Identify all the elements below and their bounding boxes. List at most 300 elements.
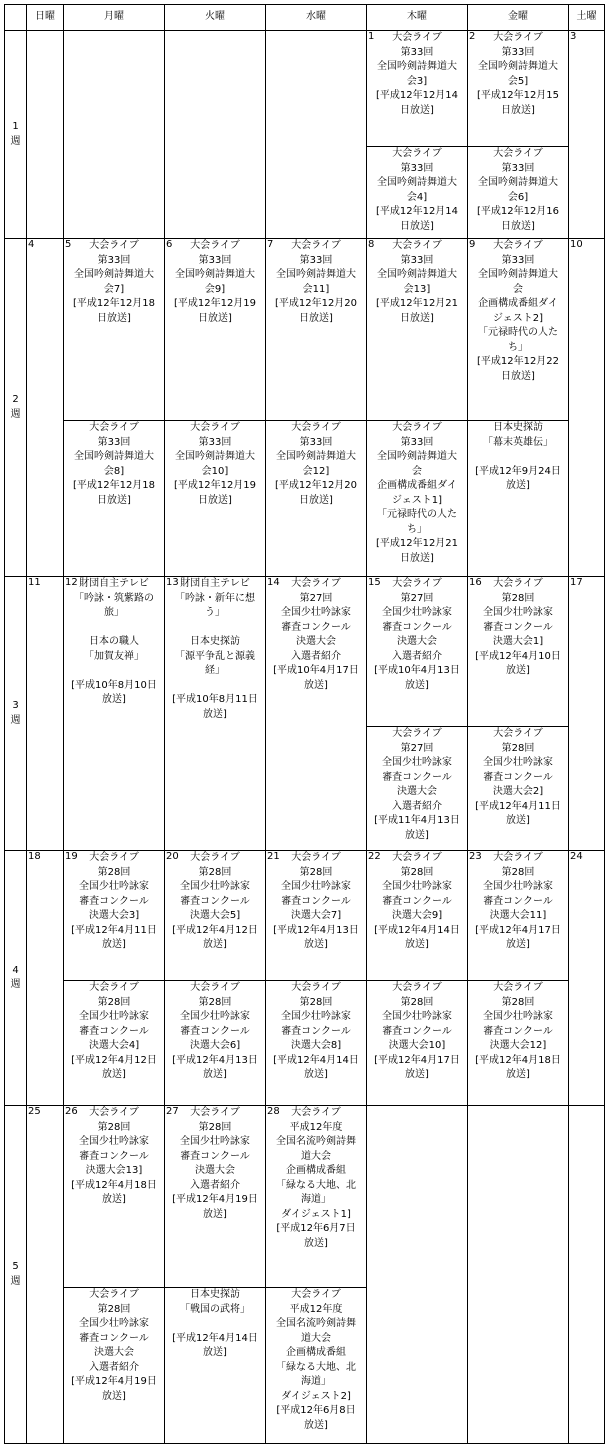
day-number: 3 — [570, 31, 577, 42]
week-label-text: 週 — [10, 979, 21, 990]
program-line: 放送] — [506, 1069, 530, 1080]
program-line: [平成12年12月20 — [274, 298, 358, 309]
week-label-text: 週 — [10, 135, 21, 147]
program-line: 全国吟剣詩舞道大 — [377, 61, 457, 72]
day-number-wrap — [27, 851, 41, 863]
day-cell — [27, 31, 64, 239]
program-line: 「元禄時代の人た — [478, 327, 558, 338]
program-cell — [64, 577, 165, 851]
program-line: 第33回 — [299, 436, 333, 448]
program-line: ち」 — [508, 341, 528, 353]
program-cell — [468, 421, 569, 577]
program-cell — [165, 1106, 266, 1288]
program-line: 審査コンクール — [483, 771, 553, 783]
program-line: 日放送] — [97, 312, 131, 324]
program-line: 第28回 — [501, 866, 535, 878]
schedule-body — [5, 31, 605, 1444]
program-line: 全国少壮吟詠家 — [79, 881, 149, 892]
program-line: 会7] — [103, 283, 125, 295]
program-line: 大会ライブ — [89, 982, 139, 993]
program-line: 日本史探訪 — [190, 636, 240, 647]
program-line: 旅」 — [104, 607, 124, 618]
week-label-text: 週 — [10, 714, 21, 726]
day-number: 23 — [469, 851, 482, 862]
program-line: [平成12年4月10日 — [475, 650, 561, 662]
program-cell — [266, 239, 367, 421]
program-line: ち」 — [407, 523, 427, 535]
program-line: 大会ライブ — [291, 982, 341, 993]
program-line: 「吟詠・筑紫路の — [74, 592, 154, 604]
program-line: 第28回 — [299, 996, 333, 1008]
week-label-text: 5 — [12, 1261, 19, 1272]
program-line: 放送] — [304, 1237, 328, 1249]
program-cell — [468, 239, 569, 421]
program-line: 全国吟剣詩舞道大 — [276, 451, 356, 462]
program-line: 第33回 — [198, 254, 232, 266]
program-line: 第33回 — [400, 162, 434, 174]
day-number: 21 — [267, 851, 280, 862]
program-line: ジェスト1] — [391, 494, 443, 506]
program-line: 全国吟剣詩舞道大 — [377, 451, 457, 462]
broadcast-schedule-table — [4, 4, 605, 1444]
day-number-wrap — [468, 239, 475, 254]
day-number: 4 — [28, 239, 35, 250]
program-line: 放送] — [102, 939, 126, 950]
program-line: 「吟詠・新年に想 — [175, 592, 255, 604]
program-line: 大会ライブ — [392, 852, 442, 863]
day-number: 26 — [65, 1106, 78, 1117]
program-line: 放送] — [102, 1069, 126, 1080]
header-friday: 金曜 — [468, 5, 569, 31]
program-line: ダイジェスト2] — [281, 1390, 351, 1402]
program-line: 審査コンクール — [483, 621, 553, 633]
program-line: 日放送] — [400, 220, 434, 232]
program-line: 会 — [513, 283, 523, 295]
header-thursday: 木曜 — [367, 5, 468, 31]
program-line: 全国吟剣詩舞道大 — [377, 177, 457, 188]
program-line: 第27回 — [400, 742, 434, 754]
program-line: 決選大会 — [94, 1347, 134, 1358]
program-line — [468, 450, 568, 465]
program-line: 財団自主テレビ — [79, 578, 149, 589]
program-line: 企画構成番組 — [286, 1165, 346, 1176]
day-number: 12 — [65, 577, 78, 588]
program-line: 第33回 — [97, 254, 131, 266]
program-line: 日放送] — [501, 370, 535, 382]
day-number: 17 — [570, 577, 583, 588]
program-line: 大会ライブ — [89, 852, 139, 863]
program-cell — [367, 981, 468, 1106]
program-line: [平成12年4月12日 — [172, 924, 258, 936]
week-label — [5, 851, 27, 1106]
program-line: 第27回 — [299, 592, 333, 604]
program-line: 入選者紹介 — [291, 650, 341, 662]
program-line: 「幕末英雄伝」 — [483, 436, 553, 448]
day-number: 15 — [368, 577, 381, 588]
day-number: 28 — [267, 1106, 280, 1117]
program-cell — [64, 851, 165, 981]
day-number: 22 — [368, 851, 381, 862]
program-line: 大会ライブ — [493, 240, 543, 251]
program-line: [平成10年4月17日 — [273, 665, 359, 676]
day-number-wrap — [569, 31, 576, 43]
program-line: 「戦国の武将」 — [180, 1303, 250, 1315]
program-line: 全国少壮吟詠家 — [281, 607, 351, 618]
day-number-wrap — [165, 1106, 179, 1121]
week-label-text: 週 — [10, 1275, 21, 1287]
program-line: 放送] — [102, 1194, 126, 1205]
day-number-wrap — [266, 239, 273, 254]
program-line: 第28回 — [299, 866, 333, 878]
program-line: [平成12年4月12日 — [71, 1054, 157, 1066]
program-line: 放送] — [405, 1069, 429, 1080]
day-cell — [367, 1106, 468, 1444]
week-label — [5, 1106, 27, 1444]
program-line: 大会ライブ — [190, 982, 240, 993]
day-cell — [27, 239, 64, 577]
program-cell — [266, 981, 367, 1106]
program-cell — [266, 851, 367, 981]
program-line: 日放送] — [400, 552, 434, 564]
program-line: 会10] — [201, 465, 229, 477]
program-line: 全国少壮吟詠家 — [483, 757, 553, 768]
program-line — [165, 679, 265, 694]
program-line: 大会ライブ — [190, 240, 240, 251]
day-number-wrap — [468, 577, 482, 592]
week-label-text: 3 — [12, 700, 19, 711]
program-line: 決選大会12] — [489, 1040, 547, 1051]
program-line: 大会ライブ — [89, 1289, 139, 1300]
day-cell — [27, 1106, 64, 1444]
day-number: 18 — [28, 851, 41, 862]
program-line: 会3] — [406, 75, 428, 87]
program-line: う」 — [205, 607, 225, 618]
program-line: 企画構成番組ダイ — [478, 298, 558, 309]
program-line: 第28回 — [97, 1303, 131, 1315]
program-line: 「緑なる大地、北 — [276, 1361, 356, 1373]
program-line — [165, 1317, 265, 1332]
program-line: 決選大会 — [195, 1165, 235, 1176]
program-line: 企画構成番組ダイ — [377, 480, 457, 491]
program-cell — [266, 577, 367, 851]
program-line: 全国吟剣詩舞道大 — [276, 269, 356, 280]
program-cell — [266, 421, 367, 577]
program-line: 大会ライブ — [190, 422, 240, 433]
day-number-wrap — [468, 851, 482, 866]
program-line: 会13] — [403, 283, 431, 295]
program-line: 全国少壮吟詠家 — [382, 881, 452, 892]
program-line: 大会ライブ — [291, 422, 341, 433]
day-number-wrap — [367, 31, 374, 46]
program-line: 審査コンクール — [382, 621, 452, 633]
program-line: 第28回 — [97, 996, 131, 1008]
program-line: 入選者紹介 — [392, 800, 442, 812]
program-line: 放送] — [506, 480, 530, 491]
week-4-row-top — [5, 851, 605, 981]
day-cell — [569, 851, 605, 1106]
program-line: 入選者紹介 — [392, 650, 442, 662]
program-cell — [367, 727, 468, 851]
program-line — [64, 621, 164, 636]
program-cell — [165, 421, 266, 577]
program-line: 放送] — [203, 1069, 227, 1080]
week-label-text: 2 — [12, 394, 19, 405]
program-cell — [367, 421, 468, 577]
program-line: 全国少壮吟詠家 — [79, 1318, 149, 1329]
program-line: 「元禄時代の人た — [377, 509, 457, 520]
program-line: 審査コンクール — [382, 1025, 452, 1037]
day-cell — [569, 577, 605, 851]
program-line: 入選者紹介 — [190, 1179, 240, 1191]
program-line: 大会ライブ — [493, 148, 543, 159]
program-line: 日放送] — [198, 312, 232, 324]
program-line: [平成12年4月14日 — [374, 924, 460, 936]
program-line: [平成12年6月7日 — [276, 1223, 356, 1234]
program-cell — [367, 31, 468, 147]
header-monday: 月曜 — [64, 5, 165, 31]
program-line: 第33回 — [299, 254, 333, 266]
program-line: 日放送] — [97, 494, 131, 506]
program-line: 決選大会10] — [388, 1040, 446, 1051]
program-line: 第28回 — [501, 742, 535, 754]
program-line: 財団自主テレビ — [180, 578, 250, 589]
program-line: 審査コンクール — [79, 1025, 149, 1037]
program-line: 大会ライブ — [392, 148, 442, 159]
program-line: 日放送] — [299, 494, 333, 506]
program-line: 決選大会 — [397, 786, 437, 797]
day-number: 2 — [469, 31, 476, 42]
day-number: 27 — [166, 1106, 179, 1117]
day-number: 20 — [166, 851, 179, 862]
program-line: 会4] — [406, 191, 428, 203]
program-line: 審査コンクール — [483, 1025, 553, 1037]
program-line: 大会ライブ — [291, 1289, 341, 1300]
program-line: 決選大会7] — [290, 910, 342, 921]
program-line: [平成12年12月20 — [274, 480, 358, 491]
program-line: 放送] — [304, 939, 328, 950]
program-line: [平成12年12月22 — [476, 356, 560, 367]
program-line: 全国少壮吟詠家 — [79, 1011, 149, 1022]
program-line: 「加賀友禅」 — [84, 650, 144, 662]
program-line: 大会ライブ — [392, 240, 442, 251]
program-line: 全国少壮吟詠家 — [281, 881, 351, 892]
day-number-wrap — [569, 851, 583, 863]
program-line: 放送] — [405, 679, 429, 691]
day-cell — [569, 31, 605, 239]
day-cell — [266, 31, 367, 239]
program-line: [平成12年4月19日 — [71, 1376, 157, 1387]
program-line: 決選大会 — [296, 636, 336, 647]
day-number: 8 — [368, 239, 375, 250]
day-number: 1 — [368, 31, 375, 42]
week-label — [5, 239, 27, 577]
program-line: 全国少壮吟詠家 — [180, 1011, 250, 1022]
day-cell — [468, 1106, 569, 1444]
program-line: 第28回 — [400, 996, 434, 1008]
day-number-wrap — [569, 577, 583, 589]
program-line: 全国少壮吟詠家 — [382, 1011, 452, 1022]
program-line: 全国少壮吟詠家 — [382, 607, 452, 618]
program-line: 全国少壮吟詠家 — [483, 607, 553, 618]
program-cell — [367, 577, 468, 727]
program-line: 大会ライブ — [190, 852, 240, 863]
program-cell — [367, 239, 468, 421]
program-cell — [266, 1106, 367, 1288]
program-line: 全国少壮吟詠家 — [483, 881, 553, 892]
program-line: 会8] — [103, 465, 125, 477]
day-number-wrap — [27, 577, 41, 589]
program-line: 放送] — [405, 939, 429, 950]
program-line: 全国吟剣詩舞道大 — [478, 269, 558, 280]
program-line: [平成12年12月19 — [173, 298, 257, 309]
program-line: 放送] — [405, 829, 429, 841]
day-number-wrap — [367, 851, 381, 866]
program-line: 日放送] — [400, 104, 434, 116]
day-number: 16 — [469, 577, 482, 588]
program-cell — [468, 31, 569, 147]
program-line: 決選大会5] — [189, 910, 241, 921]
program-line: 決選大会2] — [492, 786, 544, 797]
program-line: 放送] — [203, 708, 227, 720]
program-line: 第33回 — [198, 436, 232, 448]
day-number: 10 — [570, 239, 583, 250]
week-4-row-bottom — [5, 981, 605, 1106]
program-line: 大会ライブ — [291, 1107, 341, 1118]
program-line: 日本の職人 — [89, 636, 139, 647]
program-line: 決選大会3] — [88, 910, 140, 921]
program-line: 第28回 — [97, 1121, 131, 1133]
day-number-wrap — [64, 577, 78, 592]
program-line: 海道」 — [301, 1376, 331, 1387]
week-1-row-top — [5, 31, 605, 147]
program-line: 日本史探訪 — [190, 1289, 240, 1300]
program-line: 大会ライブ — [493, 578, 543, 589]
program-cell — [64, 239, 165, 421]
program-line: 全国少壮吟詠家 — [483, 1011, 553, 1022]
program-cell — [64, 981, 165, 1106]
program-line: 第33回 — [501, 254, 535, 266]
program-line: [平成12年12月21 — [375, 538, 459, 549]
program-line: 放送] — [304, 1419, 328, 1431]
program-line — [165, 621, 265, 636]
day-number-wrap — [64, 851, 78, 866]
header-saturday: 土曜 — [569, 5, 605, 31]
program-cell — [468, 981, 569, 1106]
program-line: 審査コンクール — [281, 1025, 351, 1037]
week-3-row-top — [5, 577, 605, 727]
program-line: [平成12年12月14 — [375, 90, 459, 101]
program-line: 会6] — [507, 191, 529, 203]
program-line: 平成12年度 — [289, 1121, 343, 1133]
day-number-wrap — [266, 1106, 280, 1121]
program-line: 決選大会8] — [290, 1040, 342, 1051]
program-line: 決選大会 — [397, 636, 437, 647]
program-line: 第28回 — [198, 996, 232, 1008]
program-line: 決選大会13] — [85, 1165, 143, 1176]
program-line: 放送] — [203, 1208, 227, 1220]
program-line: 道大会 — [301, 1332, 331, 1344]
day-cell — [165, 31, 266, 239]
day-number: 5 — [65, 239, 72, 250]
program-line: 放送] — [203, 939, 227, 950]
program-cell — [468, 851, 569, 981]
program-line: 会11] — [302, 283, 330, 295]
program-line: 全国吟剣詩舞道大 — [478, 177, 558, 188]
program-line: 全国少壮吟詠家 — [79, 1136, 149, 1147]
program-line: [平成12年12月18 — [72, 298, 156, 309]
day-number: 6 — [166, 239, 173, 250]
program-cell — [165, 239, 266, 421]
program-line: [平成12年4月17日 — [374, 1054, 460, 1066]
program-line: 大会ライブ — [89, 1107, 139, 1118]
program-line: 第33回 — [501, 46, 535, 58]
program-line: 審査コンクール — [281, 895, 351, 907]
program-line: 大会ライブ — [493, 852, 543, 863]
program-line: 放送] — [102, 1390, 126, 1402]
day-number: 7 — [267, 239, 274, 250]
program-line: [平成12年12月15 — [476, 90, 560, 101]
day-cell — [27, 577, 64, 851]
program-line: 第33回 — [501, 162, 535, 174]
program-line: 第28回 — [198, 1121, 232, 1133]
day-number-wrap — [64, 239, 71, 254]
program-line: 決選大会1] — [492, 636, 544, 647]
program-line: [平成12年4月17日 — [475, 924, 561, 936]
program-line: 審査コンクール — [79, 1332, 149, 1344]
week-label-text: 1 — [12, 121, 19, 132]
program-line: 会9] — [204, 283, 226, 295]
program-line: 第33回 — [400, 46, 434, 58]
program-cell — [468, 577, 569, 727]
program-line: 第27回 — [400, 592, 434, 604]
program-line: 日放送] — [299, 312, 333, 324]
program-line: 会5] — [507, 75, 529, 87]
program-line: [平成12年4月11日 — [475, 800, 561, 812]
header-tuesday: 火曜 — [165, 5, 266, 31]
week-5-row-top — [5, 1106, 605, 1288]
program-cell — [64, 1288, 165, 1444]
day-number: 11 — [28, 577, 41, 588]
program-line: [平成12年6月8日 — [276, 1405, 356, 1416]
header-corner — [5, 5, 27, 31]
program-line: 「源平争乱と源義 — [175, 650, 255, 662]
day-number-wrap — [266, 851, 280, 866]
program-line: [平成12年4月13日 — [172, 1054, 258, 1066]
program-line: 海道」 — [301, 1194, 331, 1205]
header-wednesday: 水曜 — [266, 5, 367, 31]
program-line: [平成12年4月14日 — [172, 1332, 258, 1344]
program-line: 全国少壮吟詠家 — [281, 1011, 351, 1022]
program-line: 全国少壮吟詠家 — [382, 757, 452, 768]
program-line: 放送] — [304, 679, 328, 691]
program-cell — [468, 727, 569, 851]
program-line: [平成12年12月19 — [173, 480, 257, 491]
program-line: 放送] — [506, 939, 530, 950]
header-sunday: 日曜 — [27, 5, 64, 31]
program-line: 平成12年度 — [289, 1303, 343, 1315]
program-line: [平成12年4月18日 — [475, 1054, 561, 1066]
day-number: 13 — [166, 577, 179, 588]
day-cell — [569, 239, 605, 577]
program-line: 入選者紹介 — [89, 1361, 139, 1373]
program-line: 会 — [412, 465, 422, 477]
program-line: 大会ライブ — [392, 728, 442, 739]
program-line: 「緑なる大地、北 — [276, 1179, 356, 1191]
program-line: 全国名流吟剣詩舞 — [276, 1318, 356, 1329]
program-line: 全国少壮吟詠家 — [180, 881, 250, 892]
program-line: 全国吟剣詩舞道大 — [377, 269, 457, 280]
program-line: 道大会 — [301, 1150, 331, 1162]
